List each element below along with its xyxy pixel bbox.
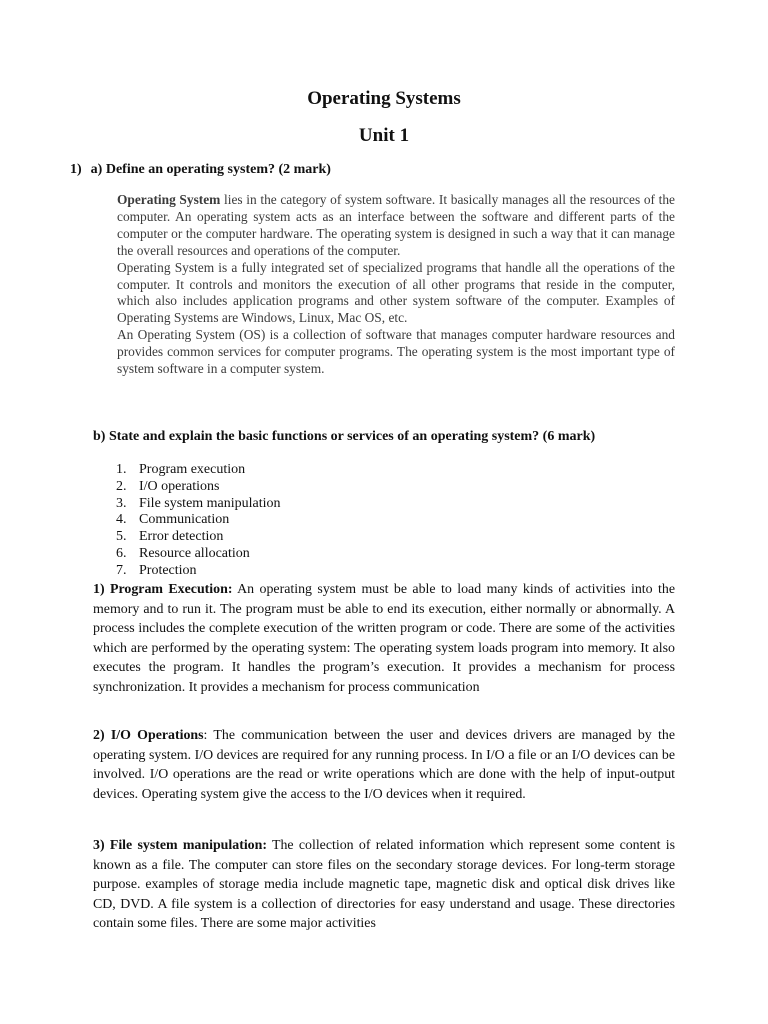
list-item: 1. Program execution bbox=[116, 462, 246, 477]
question-number: 1) bbox=[70, 162, 82, 177]
answer-paragraph-1: Operating System lies in the category of system software. It basically manages all the resources of the computer. An operating system acts as an interface between the software and different parts of the computer or the computer hardware. The operating system is designed in such a way that it can manage the overall resources and operations of the computer. bbox=[117, 192, 675, 258]
list-item: 7. Protection bbox=[116, 562, 197, 578]
section-body: An operating system must be able to load many kinds of activities into the memory and to run it. The program must be able to end its execution, either normally or abnormally. A process includes the complete execution of the written program or code. There are some of the activities which are performed by the operating system: The operating system loads program into memory. It also executes the program. It handles the program’s execution. It provides a mechanism for process synchronization. It provides a mechanism for process communication bbox=[93, 582, 675, 695]
list-item: 6. Resource allocation bbox=[116, 545, 250, 561]
list-item: 5. Error detection bbox=[116, 529, 224, 545]
question-1a-text: a) Define an operating system? (2 mark) bbox=[90, 162, 331, 177]
unit-heading: Unit 1 bbox=[358, 125, 410, 146]
section-heading: 2) I/O Operations bbox=[93, 728, 204, 743]
section-body: : The communication between the user and devices drivers are managed by the operating system. I/O devices are required for any running process. In I/O a file or an I/O devices can be involved. I/O operations are the read or write operations which are done with the help of input-output devices. Operating system give the access to the I/O devices when it required. bbox=[93, 728, 675, 802]
functions-list bbox=[116, 462, 281, 580]
section-body: The collection of related information which represent some content is known as a file. The computer can store files on the secondary storage devices. For long-term storage purpose. examples of storage media include magnetic tape, magnetic disk and optical disk drives like CD, DVD. A file system is a collection of directories for easy understand and usage. These directories contain some files. There are some major activities bbox=[93, 838, 675, 931]
question-1b: b) State and explain the basic functions or services of an operating system? (6 mark) bbox=[93, 429, 596, 444]
answer-paragraph-3: An Operating System (OS) is a collection of software that manages computer hardware resources and provides common services for computer programs. The operating system is the most important type of system software in a computer system. bbox=[117, 327, 675, 377]
section-io-operations bbox=[93, 726, 675, 804]
question-1a bbox=[70, 162, 331, 178]
document-title: Operating Systems bbox=[307, 88, 461, 109]
section-heading: 1) Program Execution: bbox=[93, 582, 233, 597]
list-item: 3. File system manipulation bbox=[116, 495, 281, 511]
list-item: 4. Communication bbox=[116, 512, 230, 528]
list-item: 2. I/O operations bbox=[116, 478, 220, 494]
section-heading: 3) File system manipulation: bbox=[93, 838, 267, 853]
section-file-system bbox=[93, 836, 675, 934]
answer-paragraph-2: Operating System is a fully integrated set of specialized programs that handle all the operations of the computer. It controls and monitors the execution of all other programs that reside in the computer, which also includes application programs and other system software of the computer. Examples of Operating Systems are Windows, Linux, Mac OS, etc. bbox=[117, 259, 675, 326]
answer-1a bbox=[117, 192, 675, 378]
answer-term: Operating System bbox=[117, 192, 221, 207]
section-program-execution bbox=[93, 580, 675, 697]
